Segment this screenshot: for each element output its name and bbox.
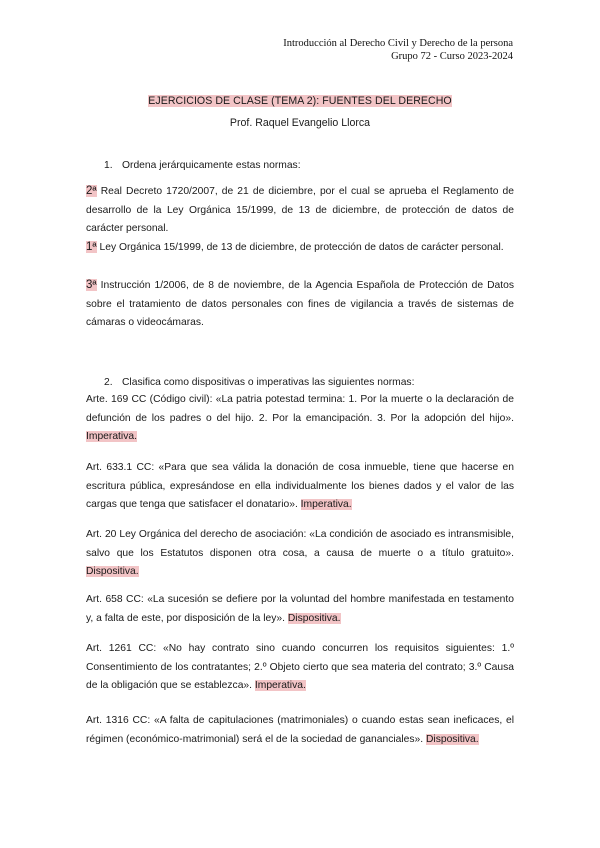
document-header (283, 37, 513, 63)
norm-item (86, 238, 514, 258)
article-item (86, 640, 514, 696)
professor-name: Prof. Raquel Evangelio Llorca (229, 117, 371, 129)
norm-item (86, 276, 514, 333)
norm-text: Real Decreto 1720/2007, de 21 de diciembre, por el cual se aprueba el Reglamento de desarrollo de la Ley Orgánica 15/1999, de 13 de diciembre, de protección de datos de carácter personal. (86, 186, 514, 234)
norm-rank: 2ª (86, 185, 97, 197)
article-answer: Dispositiva. (425, 733, 479, 745)
article-answer: Imperativa. (254, 680, 306, 691)
article-text: Arte. 169 CC (Código civil): «La patria potestad termina: 1. Por la muerte o la declaración de defunción de los padres o del hijo. 2. Por la emancipación. 3. Por la adopción del hijo». (86, 394, 514, 424)
norm-item (86, 182, 514, 239)
norm-text: Ley Orgánica 15/1999, de 13 de diciembre, de protección de datos de carácter personal. (96, 242, 504, 253)
norm-rank: 3ª (86, 279, 97, 291)
article-item (86, 591, 514, 628)
article-answer: Imperativa. (86, 431, 137, 442)
page-title-text: EJERCICIOS DE CLASE (TEMA 2): FUENTES DEL DERECHO (148, 95, 452, 107)
article-answer: Dispositiva. (86, 566, 139, 577)
exercise-2-prompt (104, 374, 414, 393)
article-text: Art. 633.1 CC: «Para que sea válida la donación de cosa inmueble, tiene que hacerse en escritura pública, expresándose en ella individualmente los bienes dados y el valor de las cargas que tenga que satisfacer el donatario». (86, 462, 514, 510)
article-text: Art. 658 CC: «La sucesión se defiere por la voluntad del hombre manifestada en testamento y, a falta de este, por disposición de la ley». (86, 594, 514, 624)
course-name: Introducción al Derecho Civil y Derecho de la persona (283, 38, 513, 49)
exercise-1-text: Ordena jerárquicamente estas normas: (122, 160, 301, 171)
exercise-2-number: 2. (104, 377, 113, 388)
article-item (86, 712, 514, 749)
exercise-1-prompt (104, 157, 301, 176)
article-text: Art. 1316 CC: «A falta de capitulaciones (matrimoniales) o cuando estas sean ineficaces, el régimen (económico-matrimonial) será el de la sociedad de gananciales». (86, 715, 514, 745)
exercise-1-number: 1. (104, 160, 113, 171)
article-text: Art. 1261 CC: «No hay contrato sino cuando concurren los requisitos siguientes: 1.º Consentimiento de los contratantes; 2.º Objeto cierto que sea materia del contrato; 3.º Causa de la obligación que se establezca». (86, 643, 514, 691)
course-group: Grupo 72 - Curso 2023-2024 (391, 51, 513, 62)
article-item (86, 459, 514, 515)
article-text: Art. 20 Ley Orgánica del derecho de asociación: «La condición de asociado es intransmisible, salvo que los Estatutos disponen otra cosa, a causa de muerte o a título gratuito». (86, 529, 514, 559)
norm-text: Instrucción 1/2006, de 8 de noviembre, de la Agencia Española de Protección de Datos sobre el tratamiento de datos personales con fines de vigilancia a través de sistemas de cámaras o videocámaras. (86, 280, 514, 328)
article-answer: Imperativa. (300, 499, 352, 510)
exercise-2-text: Clasifica como dispositivas o imperativas las siguientes normas: (122, 377, 415, 388)
article-answer: Dispositiva. (287, 612, 341, 624)
article-item (86, 391, 514, 447)
article-item (86, 526, 514, 582)
norm-rank: 1ª (86, 241, 97, 253)
page-title (0, 95, 600, 107)
